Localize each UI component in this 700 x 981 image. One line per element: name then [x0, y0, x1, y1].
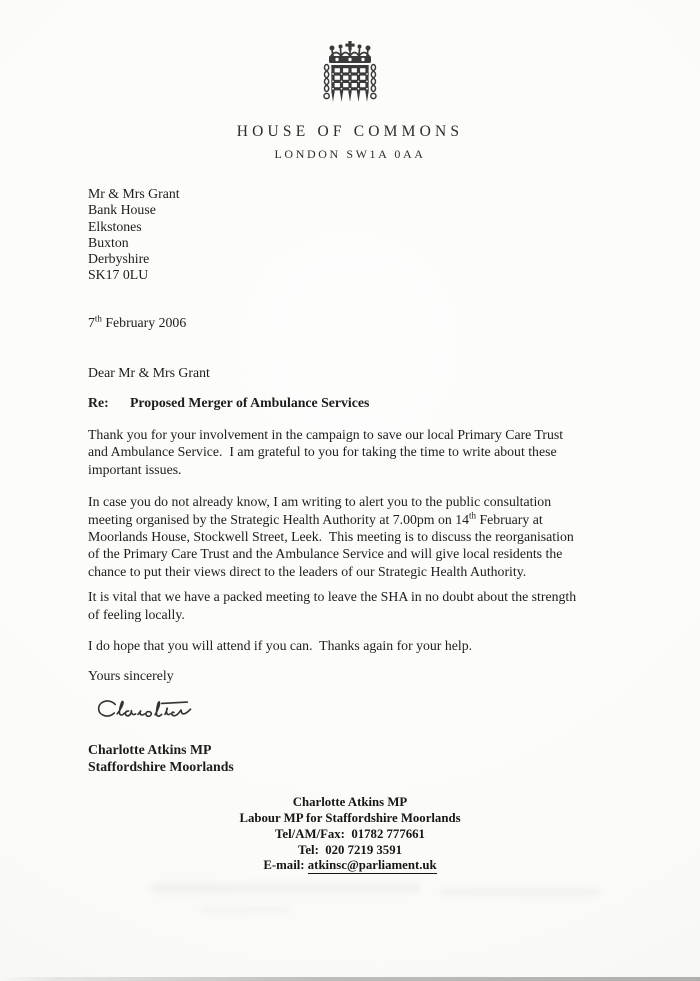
paragraph-line: In case you do not already know, I am writing to alert you to the public consultation: [88, 494, 552, 510]
subject-label: Re:: [88, 394, 109, 410]
paragraph-text: February at: [476, 511, 543, 527]
footer-email-address: atkinsc@parliament.uk: [307, 858, 437, 873]
footer-tel-fax: Tel/AM/Fax: 01782 777661: [275, 826, 425, 841]
paragraph-line: chance to put their views direct to the leaders of our Strategic Health Authority.: [88, 563, 527, 579]
letterhead: [0, 0, 700, 162]
sender-block: [88, 742, 633, 775]
paragraph-1: [88, 426, 633, 478]
house-of-commons-crest-icon: [323, 41, 377, 111]
closing-valediction: Yours sincerely: [88, 668, 174, 684]
subject-line: [88, 394, 633, 411]
paragraph-line: Thank you for your involvement in the campaign to save our local Primary Care Trust: [88, 427, 564, 442]
paragraph-line: [88, 511, 633, 528]
recipient-line: Bank House: [88, 202, 156, 218]
date-month-year: February 2006: [101, 314, 187, 330]
letterhead-org-address: LONDON SW1A 0AA: [274, 147, 426, 161]
salutation: Dear Mr & Mrs Grant: [88, 365, 210, 381]
date-line: [88, 314, 633, 331]
paragraph-2: [88, 493, 633, 580]
recipient-address: [88, 186, 633, 284]
letter-body: [88, 186, 633, 775]
date-ordinal-suffix: th: [94, 313, 102, 324]
paragraph-line: Moorlands House, Stockwell Street, Leek. This meeting is to discuss the reorganisation: [88, 529, 574, 545]
paragraph-line: important issues.: [88, 461, 182, 477]
handwritten-signature-icon: [94, 694, 218, 730]
letterhead-org-name: HOUSE OF COMMONS: [236, 123, 464, 140]
recipient-line: Derbyshire: [88, 251, 150, 267]
paragraph-3: [88, 588, 633, 623]
footer-contact-block: [0, 795, 700, 874]
recipient-line: Mr & Mrs Grant: [88, 186, 180, 201]
scan-bottom-edge-shadow: [0, 977, 700, 981]
date-ordinal-suffix: th: [469, 510, 477, 521]
scan-showthrough-artifact: [150, 882, 420, 894]
paragraph-text: meeting organised by the Strategic Health Authority at 7.00pm on 14: [88, 511, 470, 527]
paragraph-line: of the Primary Care Trust and the Ambulance Service and will give local residents the: [88, 546, 563, 562]
paragraph-line: and Ambulance Service. I am grateful to you for taking the time to write about these: [88, 444, 557, 460]
footer-email: [0, 858, 700, 874]
paragraph-line: It is vital that we have a packed meeting to leave the SHA in no doubt about the strength: [88, 589, 577, 605]
footer-tel: Tel: 020 7219 3591: [297, 842, 403, 857]
sender-constituency: Staffordshire Moorlands: [88, 758, 234, 774]
paragraph-line: of feeling locally.: [88, 606, 185, 622]
scan-showthrough-artifact: [440, 888, 600, 897]
scan-showthrough-artifact: [200, 906, 290, 914]
sender-name: Charlotte Atkins MP: [88, 742, 212, 758]
subject-text: Proposed Merger of Ambulance Services: [130, 394, 370, 410]
date-day: 7: [88, 314, 95, 330]
recipient-line: Elkstones: [88, 218, 142, 234]
footer-email-label: E-mail:: [263, 858, 308, 873]
paragraph-line: I do hope that you will attend if you can. Thanks again for your help.: [88, 638, 473, 654]
recipient-line: SK17 0LU: [88, 267, 149, 283]
recipient-line: Buxton: [88, 234, 129, 250]
footer-name: Charlotte Atkins MP: [292, 795, 408, 810]
paragraph-4: [88, 637, 633, 654]
footer-role: Labour MP for Staffordshire Moorlands: [239, 811, 461, 826]
